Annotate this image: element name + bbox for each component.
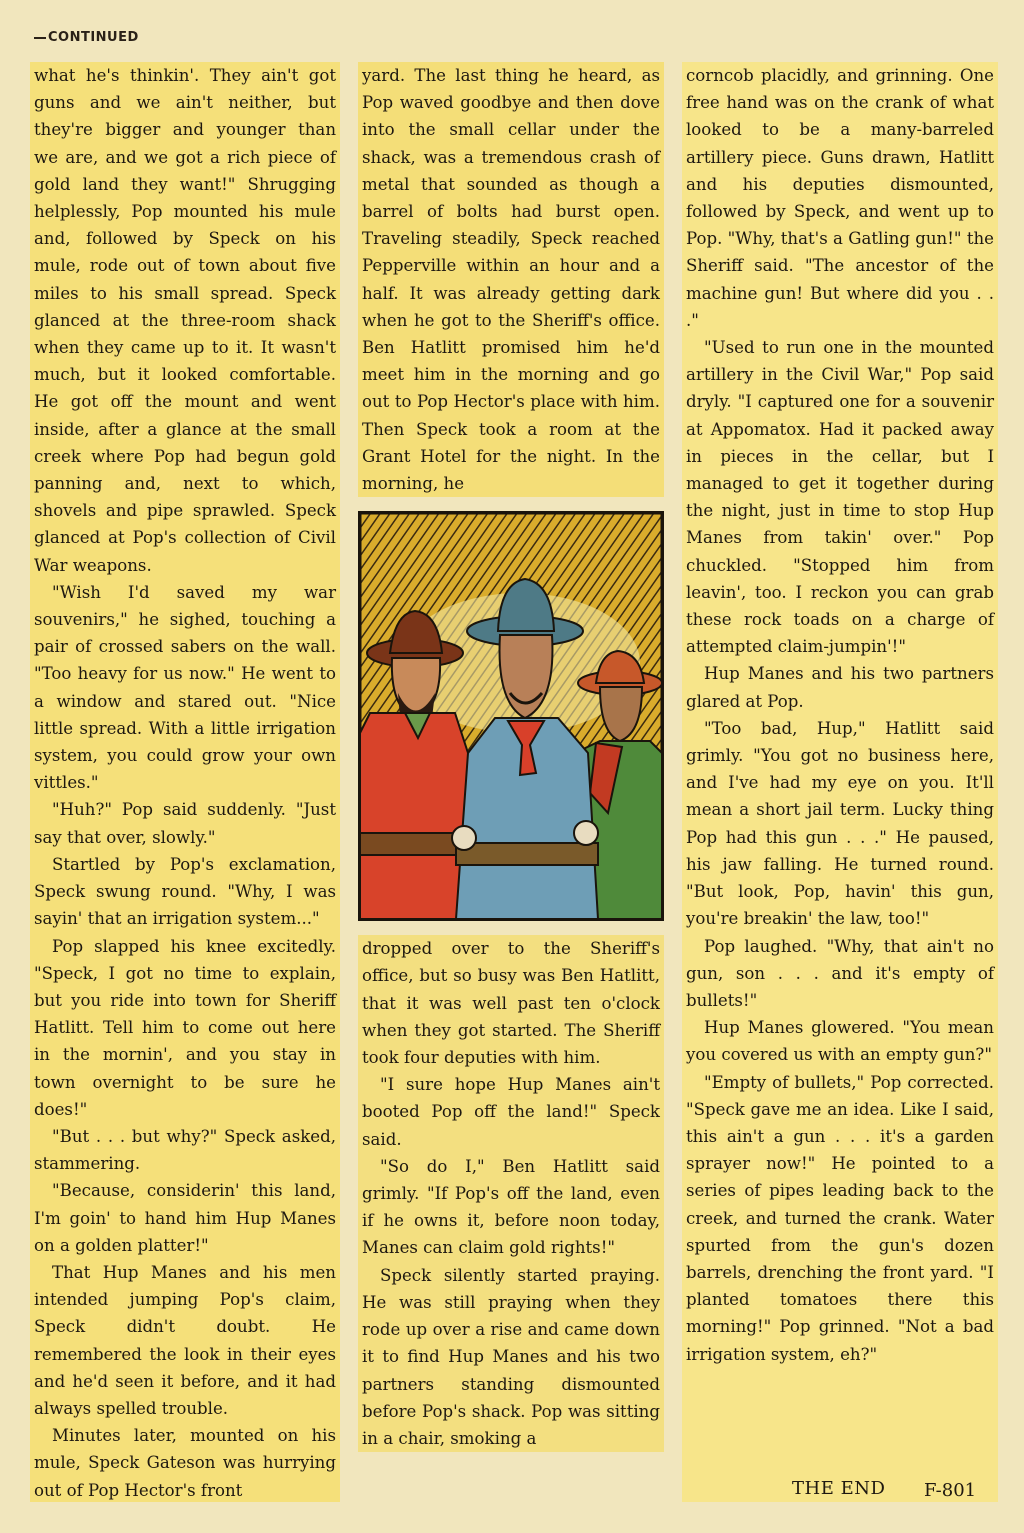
paragraph: "Wish I'd saved my war souvenirs," he sighed, touching a pair of crossed sabers on the wall. "Too heavy for us now." He went to a window and stared out. "Nice little spread. With a little irrigation system, you could grow your own vittles.": [34, 582, 336, 793]
paragraph: "So do I," Ben Hatlitt said grimly. "If Pop's off the land, even if he owns it, before noon today, Manes can claim gold rights!": [362, 1156, 660, 1258]
paragraph: Hup Manes glowered. "You mean you covered us with an empty gun?": [686, 1018, 994, 1065]
paragraph: That Hup Manes and his men intended jumping Pop's claim, Speck didn't doubt. He remembered the look in their eyes and he'd seen it before, and it had always spelled trouble.: [34, 1262, 336, 1418]
paragraph: Startled by Pop's exclamation, Speck swung round. "Why, I was sayin' that an irrigation system...": [34, 854, 336, 929]
paragraph: Minutes later, mounted on his mule, Speck Gateson was hurrying out of Pop Hector's front: [34, 1426, 336, 1500]
dash-mark: [34, 37, 46, 39]
paragraph: Pop laughed. "Why, that ain't no gun, son . . . and it's empty of bullets!": [686, 936, 994, 1010]
three-cowboys-illustration: [360, 513, 662, 919]
the-end-label: THE END: [792, 1478, 886, 1499]
paragraph: what he's thinkin'. They ain't got guns and we ain't neither, but they're bigger and younger than we are, and we got a rich piece of gold land they want!" Shrugging helplessly, Pop mounted his mule and, followed by Speck on his mule, rode out of town about five miles to his small spread. Speck glanced at the three-room shack when they came up to it. It wasn't much, but it looked comfortable. He got off the mount and went inside, after a glance at the small creek where Pop had begun gold panning and, next to which, shovels and pipe sprawled. Speck glanced at Pop's collection of Civil War weapons.: [34, 66, 336, 575]
paragraph: Hup Manes and his two partners glared at Pop.: [686, 664, 994, 711]
paragraph: yard. The last thing he heard, as Pop waved goodbye and then dove into the small cellar under the shack, was a tremendous crash of metal that sounded as though a barrel of bolts had burst open. Traveling steadily, Speck reached Pepperville within an hour and a half. It was already getting dark when he got to the Sheriff's office. Ben Hatlitt promised him he'd meet him in the morning and go out to Pop Hector's place with him. Then Speck took a room at the Grant Hotel for the night. In the morning, he: [362, 66, 660, 494]
story-column-2: [358, 62, 664, 1452]
story-column-1: [30, 62, 340, 1502]
page-code: F-801: [924, 1480, 977, 1501]
story-column-3: [682, 62, 998, 1502]
continued-header: CONTINUED: [34, 30, 139, 45]
paragraph: Pop slapped his knee excitedly. "Speck, I got no time to explain, but you ride into town for Sheriff Hatlitt. Tell him to come out here in the mornin', and you stay in town overnight to be sure he does!": [34, 936, 336, 1119]
paragraph: "Because, considerin' this land, I'm goin' to hand him Hup Manes on a golden platter!": [34, 1181, 336, 1255]
comic-illustration-panel: [358, 511, 664, 921]
paragraph: dropped over to the Sheriff's office, but so busy was Ben Hatlitt, that it was well past ten o'clock when they got started. The Sheriff took four deputies with him.: [362, 939, 660, 1068]
paragraph: "Used to run one in the mounted artillery in the Civil War," Pop said dryly. "I captured one for a souvenir at Appomatox. Had it packed away in pieces in the cellar, but I managed to get it together during the night, just in time to stop Hup Manes from takin' over." Pop chuckled. "Stopped him from leavin', too. I reckon you can grab these rock toads on a charge of attempted claim-jumpin'!": [686, 338, 994, 657]
paragraph: "Huh?" Pop said suddenly. "Just say that over, slowly.": [34, 800, 336, 847]
left-cowboy-figure: [360, 611, 468, 919]
paragraph: "But . . . but why?" Speck asked, stammering.: [34, 1126, 336, 1174]
center-cowboy-figure: [452, 579, 598, 919]
paragraph: corncob placidly, and grinning. One free hand was on the crank of what looked to be a many-barreled artillery piece. Guns drawn, Hatlitt and his deputies dismounted, followed by Speck, and went up to Pop. "Why, that's a Gatling gun!" the Sheriff said. "The ancestor of the machine gun! But where did you . . .": [686, 66, 994, 330]
paragraph: "Empty of bullets," Pop corrected. "Speck gave me an idea. Like I said, this ain't a gun . . . it's a garden sprayer now!" He pointed to a series of pipes leading back to the creek, and turned the crank. Water spurted from the gun's dozen barrels, drenching the front yard. "I planted tomatoes there this morning!" Pop grinned. "Not a bad irrigation system, eh?": [686, 1072, 994, 1364]
paragraph: "Too bad, Hup," Hatlitt said grimly. "You got no business here, and I've had my eye on you. It'll mean a short jail term. Lucky thing Pop had this gun . . ." He paused, his jaw falling. He turned round. "But look, Pop, havin' this gun, you're breakin' the law, too!": [686, 718, 994, 929]
paragraph: Speck silently started praying. He was still praying when they rode up over a rise and came down it to find Hup Manes and his two partners standing dismounted before Pop's shack. Pop was sitting in a chair, smoking a: [362, 1265, 660, 1448]
paragraph: "I sure hope Hup Manes ain't booted Pop off the land!" Speck said.: [362, 1075, 660, 1149]
column-2-top-text: [358, 62, 664, 497]
column-2-bottom-text: [358, 935, 664, 1452]
